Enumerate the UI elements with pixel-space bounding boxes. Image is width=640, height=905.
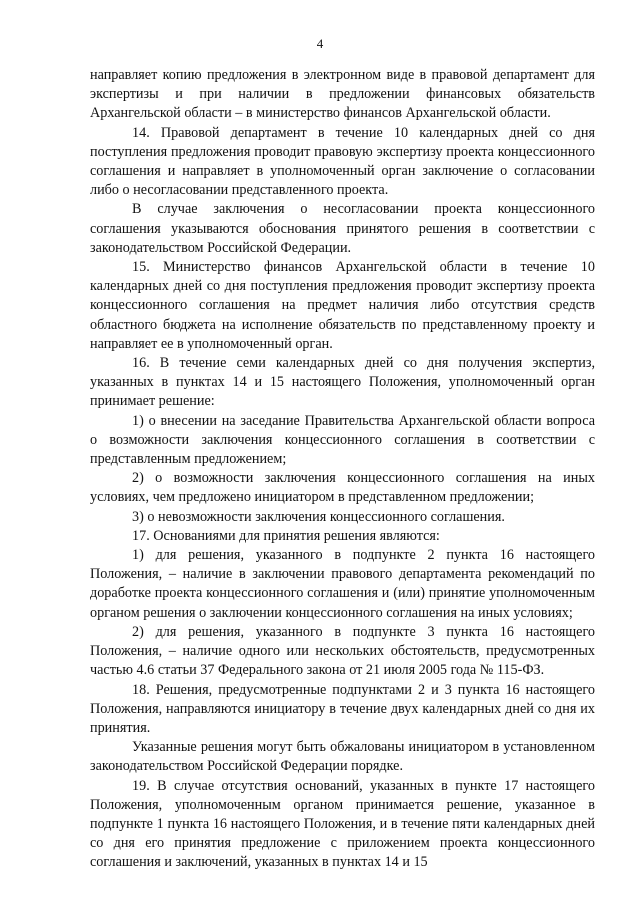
- paragraph-item-17-sub-1: 1) для решения, указанного в подпункте 2 пункта 16 настоящего Положения, – наличие в заключении правового департамента рекомендаций по доработке проекта концессионного соглашения и (или) принятие уполномоченным органом решения о заключении концессионного соглашения на иных условиях;: [90, 547, 595, 621]
- document-body: [90, 66, 595, 873]
- paragraph-item-19: 19. В случае отсутствия оснований, указанных в пункте 17 настоящего Положения, уполномоченным органом принимается решение, указанное в подпункте 1 пункта 16 настоящего Положения, и в течение пяти календарных дней со дня его принятия предложение с приложением проекта концессионного соглашения и заключений, указанных в пунктах 14 и 15: [90, 777, 595, 871]
- paragraph-item-16-sub-2: 2) о возможности заключения концессионного соглашения на иных условиях, чем предложено инициатором в представленном предложении;: [90, 470, 595, 506]
- paragraph-continuation: направляет копию предложения в электронном виде в правовой департамент для экспертизы и при наличии в предложении финансовых обязательств Архангельской области – в министерство финансов Архангельской области.: [90, 67, 595, 122]
- paragraph-item-16-sub-3: 3) о невозможности заключения концессионного соглашения.: [132, 508, 505, 525]
- paragraph-item-15: 15. Министерство финансов Архангельской области в течение 10 календарных дней со дня поступления предложения проводит экспертизу проекта концессионного соглашения на предмет наличия либо отсутствия средств областного бюджета на исполнение обязательств по представленному проекту и направляет ее в уполномоченный орган.: [90, 259, 595, 352]
- paragraph-item-14: 14. Правовой департамент в течение 10 календарных дней со дня поступления предложения проводит правовую экспертизу проекта концессионного соглашения и направляет в уполномоченный орган заключение о согласовании либо о несогласовании представленного проекта.: [90, 124, 595, 199]
- paragraph-item-14-note: В случае заключения о несогласовании проекта концессионного соглашения указываются обоснования принятого решения в соответствии с законодательством Российской Федерации.: [90, 201, 595, 256]
- page-number: 4: [316, 36, 324, 51]
- paragraph-item-16-sub-1: 1) о внесении на заседание Правительства Архангельской области вопроса о возможности заключения концессионного соглашения в соответствии с представленным предложением;: [90, 412, 595, 468]
- paragraph-item-18-note: Указанные решения могут быть обжалованы инициатором в установленном законодательством Российской Федерации порядке.: [90, 739, 595, 775]
- paragraph-item-17-sub-2: 2) для решения, указанного в подпункте 3 пункта 16 настоящего Положения, – наличие одного или нескольких обстоятельств, предусмотренных частью 4.6 статьи 37 Федерального закона от 21 июля 2005 года № 115-ФЗ.: [90, 623, 595, 679]
- paragraph-item-16: 16. В течение семи календарных дней со дня получения экспертиз, указанных в пунктах 14 и 15 настоящего Положения, уполномоченный орган принимает решение:: [90, 355, 595, 410]
- paragraph-item-18: 18. Решения, предусмотренные подпунктами 2 и 3 пункта 16 настоящего Положения, направляются инициатору в течение двух календарных дней со дня их принятия.: [90, 681, 595, 736]
- paragraph-item-17: 17. Основаниями для принятия решения являются:: [132, 527, 440, 544]
